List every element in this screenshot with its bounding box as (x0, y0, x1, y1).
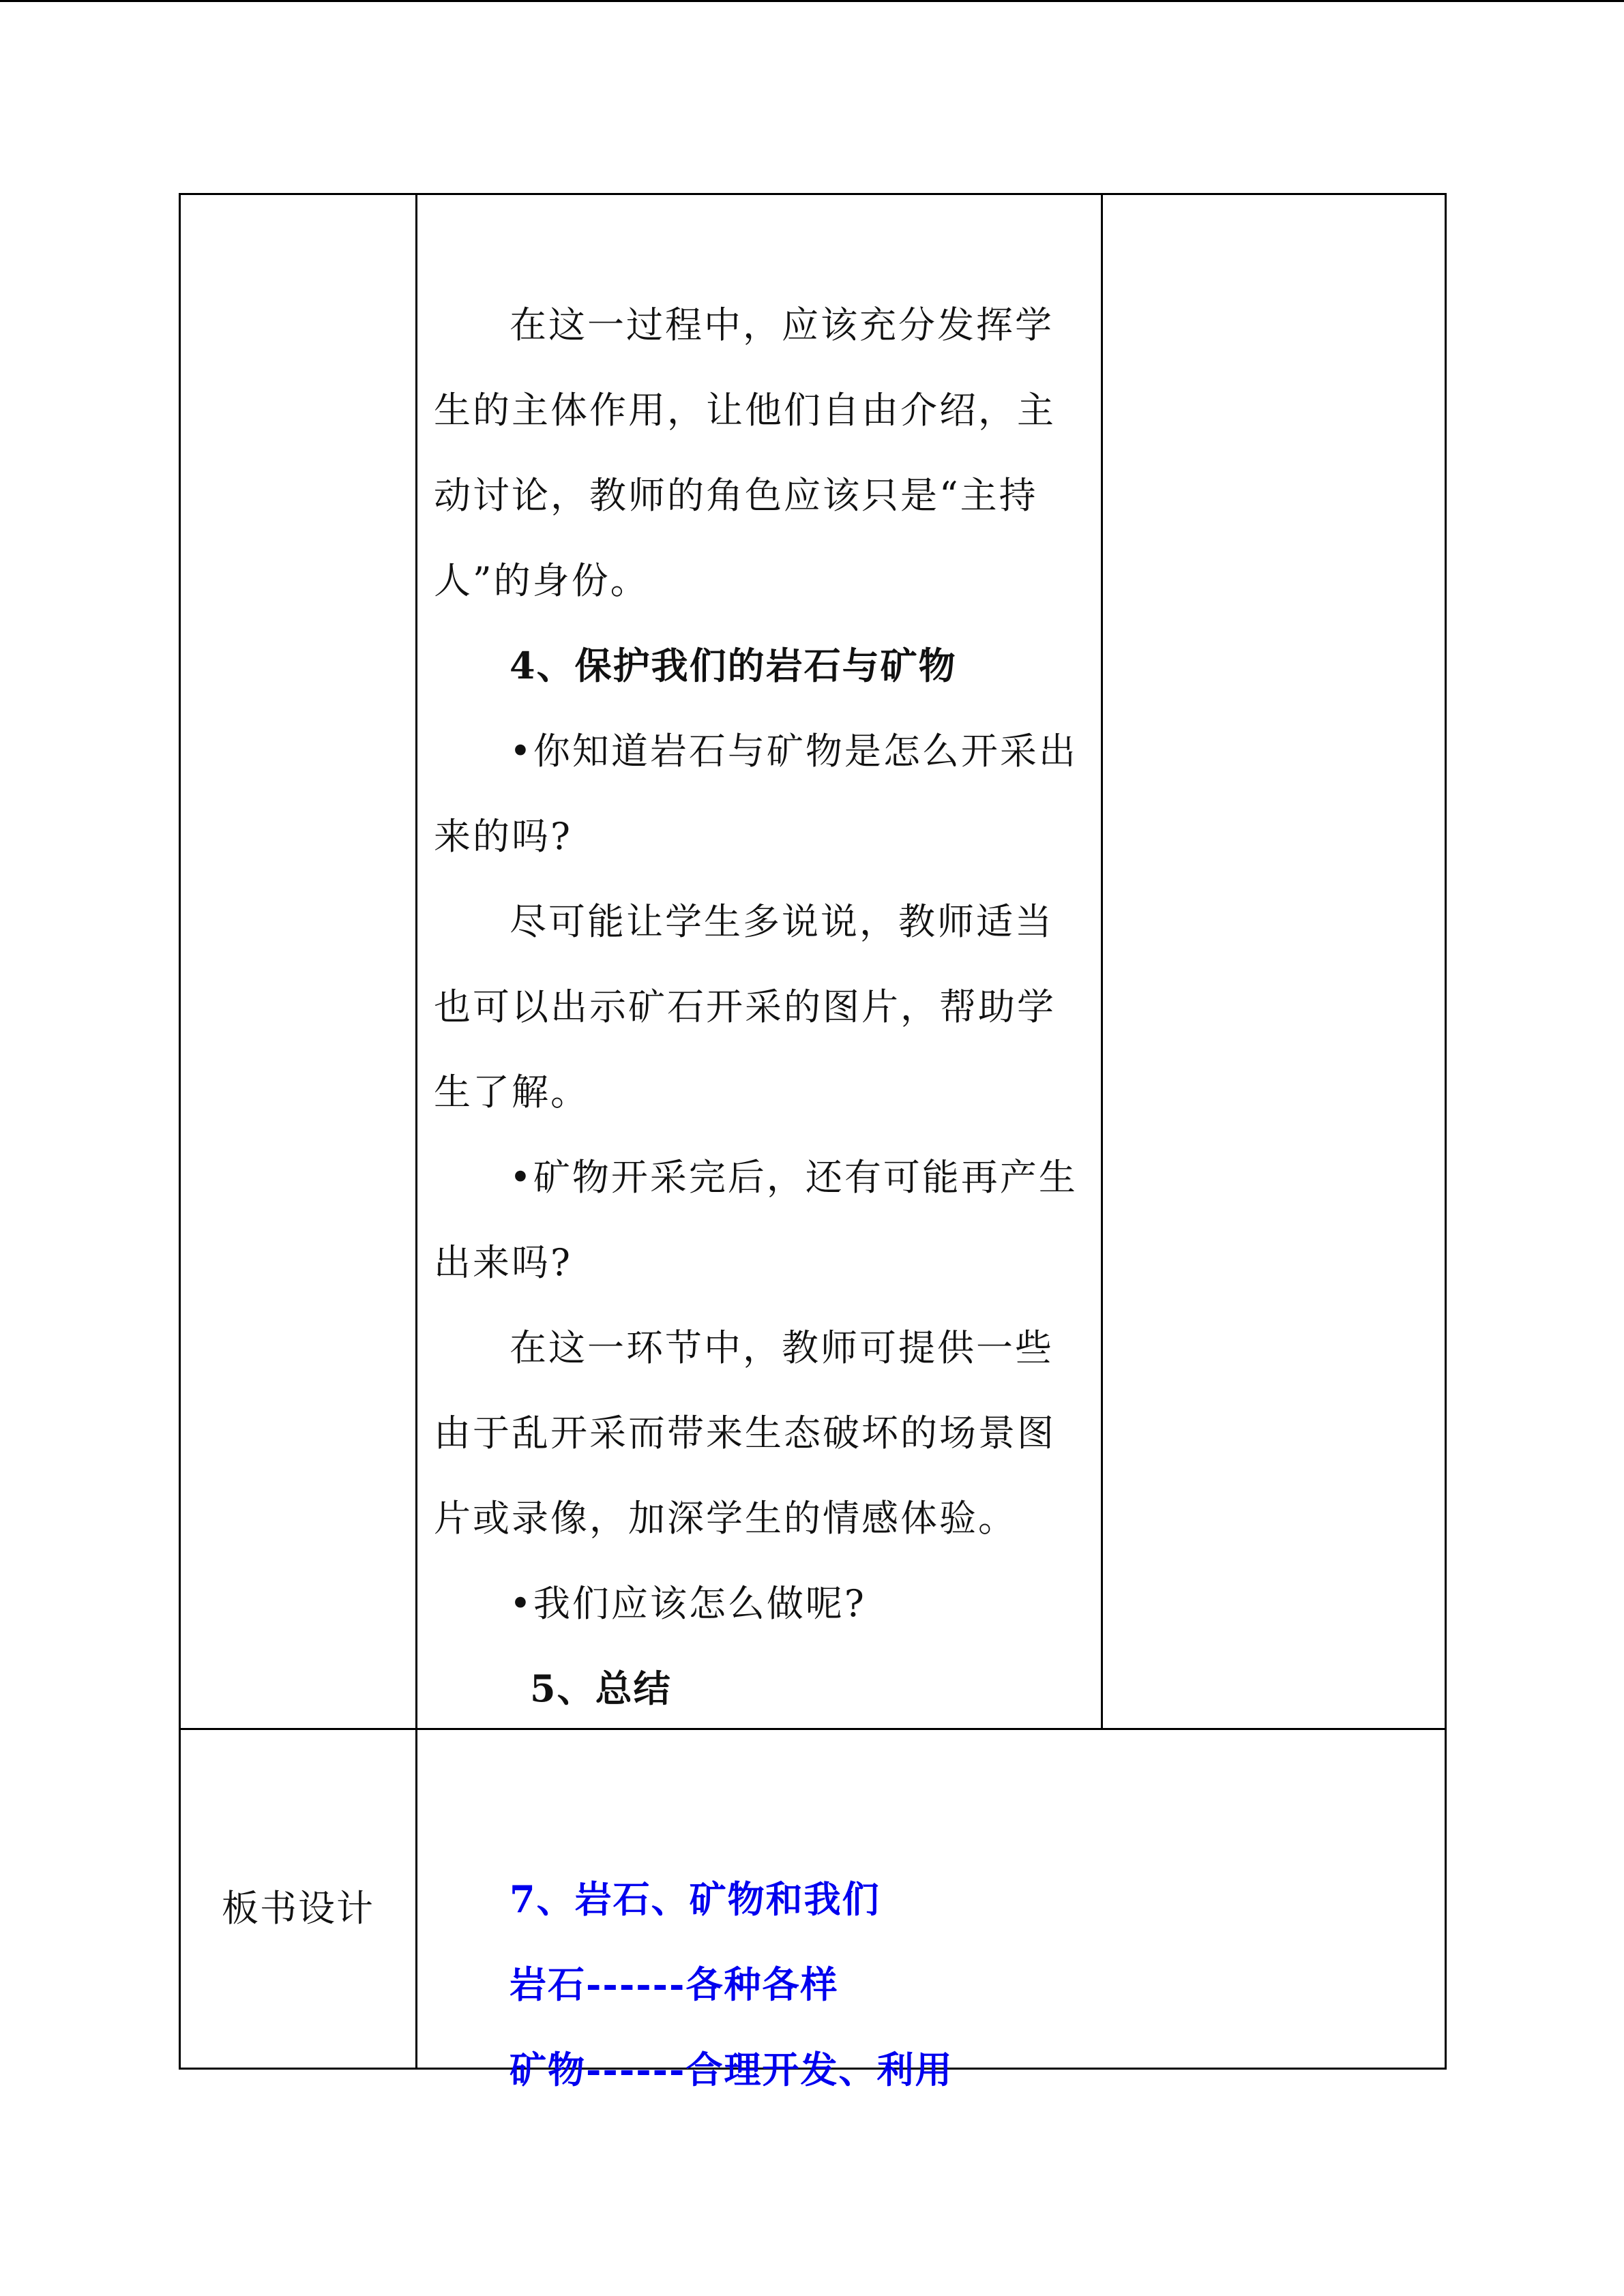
section-heading-summary: 5、总结 (530, 1667, 672, 1710)
question-mining: •你知道岩石与矿物是怎么开采出来的吗? (434, 730, 1078, 858)
paragraph-student-role: 在这一过程中，应该充分发挥学生的主体作用，让他们自由介绍，主动讨论，教师的角色应该只是“主持人”的身份。 (434, 303, 1056, 602)
board-line-rocks: 岩石------各种各样 (510, 1963, 839, 2006)
paragraph-ecology: 在这一环节中，教师可提供一些由于乱开采而带来生态破坏的场景图片或录像，加深学生的情感体验。 (434, 1326, 1056, 1540)
table-divider-right (1101, 195, 1103, 1728)
board-design-label: 板书设计 (222, 1887, 374, 1930)
board-line-minerals: 矿物------合理开发、利用 (510, 2048, 954, 2091)
board-title: 7、岩石、矿物和我们 (510, 1877, 881, 1921)
paragraph-mining-images: 尽可能让学生多说说，教师适当也可以出示矿石开采的图片，帮助学生了解。 (434, 900, 1056, 1114)
teaching-process-cell (417, 195, 1101, 1728)
page-top-rule (0, 0, 1624, 2)
section-heading-protect: 4、保护我们的岩石与矿物 (510, 644, 957, 687)
board-design-cell (417, 1730, 1445, 2091)
question-what-to-do: •我们应该怎么做呢? (510, 1582, 866, 1625)
board-design-label-cell (181, 1730, 415, 2068)
question-renewable: •矿物开采完后，还有可能再产生出来吗? (434, 1156, 1078, 1284)
lesson-plan-table (179, 193, 1447, 2091)
